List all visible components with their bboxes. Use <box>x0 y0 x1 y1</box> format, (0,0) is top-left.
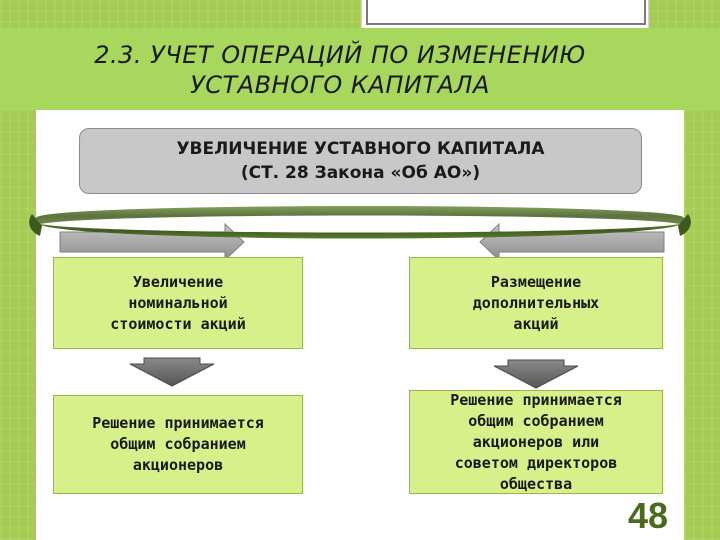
nominal-value-line-3: стоимости акций <box>110 314 246 333</box>
left-decision-line-1: Решение принимается <box>92 414 264 432</box>
right-decision-line-3: акционеров или <box>472 432 600 451</box>
slide-title-line-1: 2.3. УЧЕТ ОПЕРАЦИЙ ПО ИЗМЕНЕНИЮ <box>94 41 586 69</box>
right-decision-line-1: Решение принимается <box>450 390 622 409</box>
nominal-value-line-2: номинальной <box>128 293 228 312</box>
additional-shares-line-2: дополнительных <box>472 293 600 312</box>
left-decision-box <box>53 395 303 494</box>
capital-increase-box <box>79 128 642 194</box>
left-decision-line-3: акционеров <box>132 456 224 474</box>
right-down-arrow <box>494 360 578 388</box>
right-decision-line-5: общества <box>499 474 573 493</box>
right-decision-line-2: общим собранием <box>468 411 604 430</box>
right-decision-box <box>409 390 663 494</box>
additional-shares-line-1: Размещение <box>490 272 582 291</box>
slide-title-line-2: УСТАВНОГО КАПИТАЛА <box>190 71 490 99</box>
additional-shares-line-3: акций <box>513 314 559 333</box>
nominal-value-line-1: Увеличение <box>132 272 224 291</box>
ring-back <box>36 206 684 226</box>
left-decision-line-2: общим собранием <box>110 435 246 453</box>
capital-increase-heading: УВЕЛИЧЕНИЕ УСТАВНОГО КАПИТАЛА <box>176 139 545 159</box>
left-down-arrow <box>130 358 214 386</box>
additional-shares-box <box>409 257 663 349</box>
slide-number: 48 <box>628 495 669 536</box>
right-decision-line-4: советом директоров <box>454 453 618 472</box>
capital-increase-law-reference: (СТ. 28 Закона «Об АО») <box>240 163 481 183</box>
nominal-value-increase-box <box>53 257 303 349</box>
